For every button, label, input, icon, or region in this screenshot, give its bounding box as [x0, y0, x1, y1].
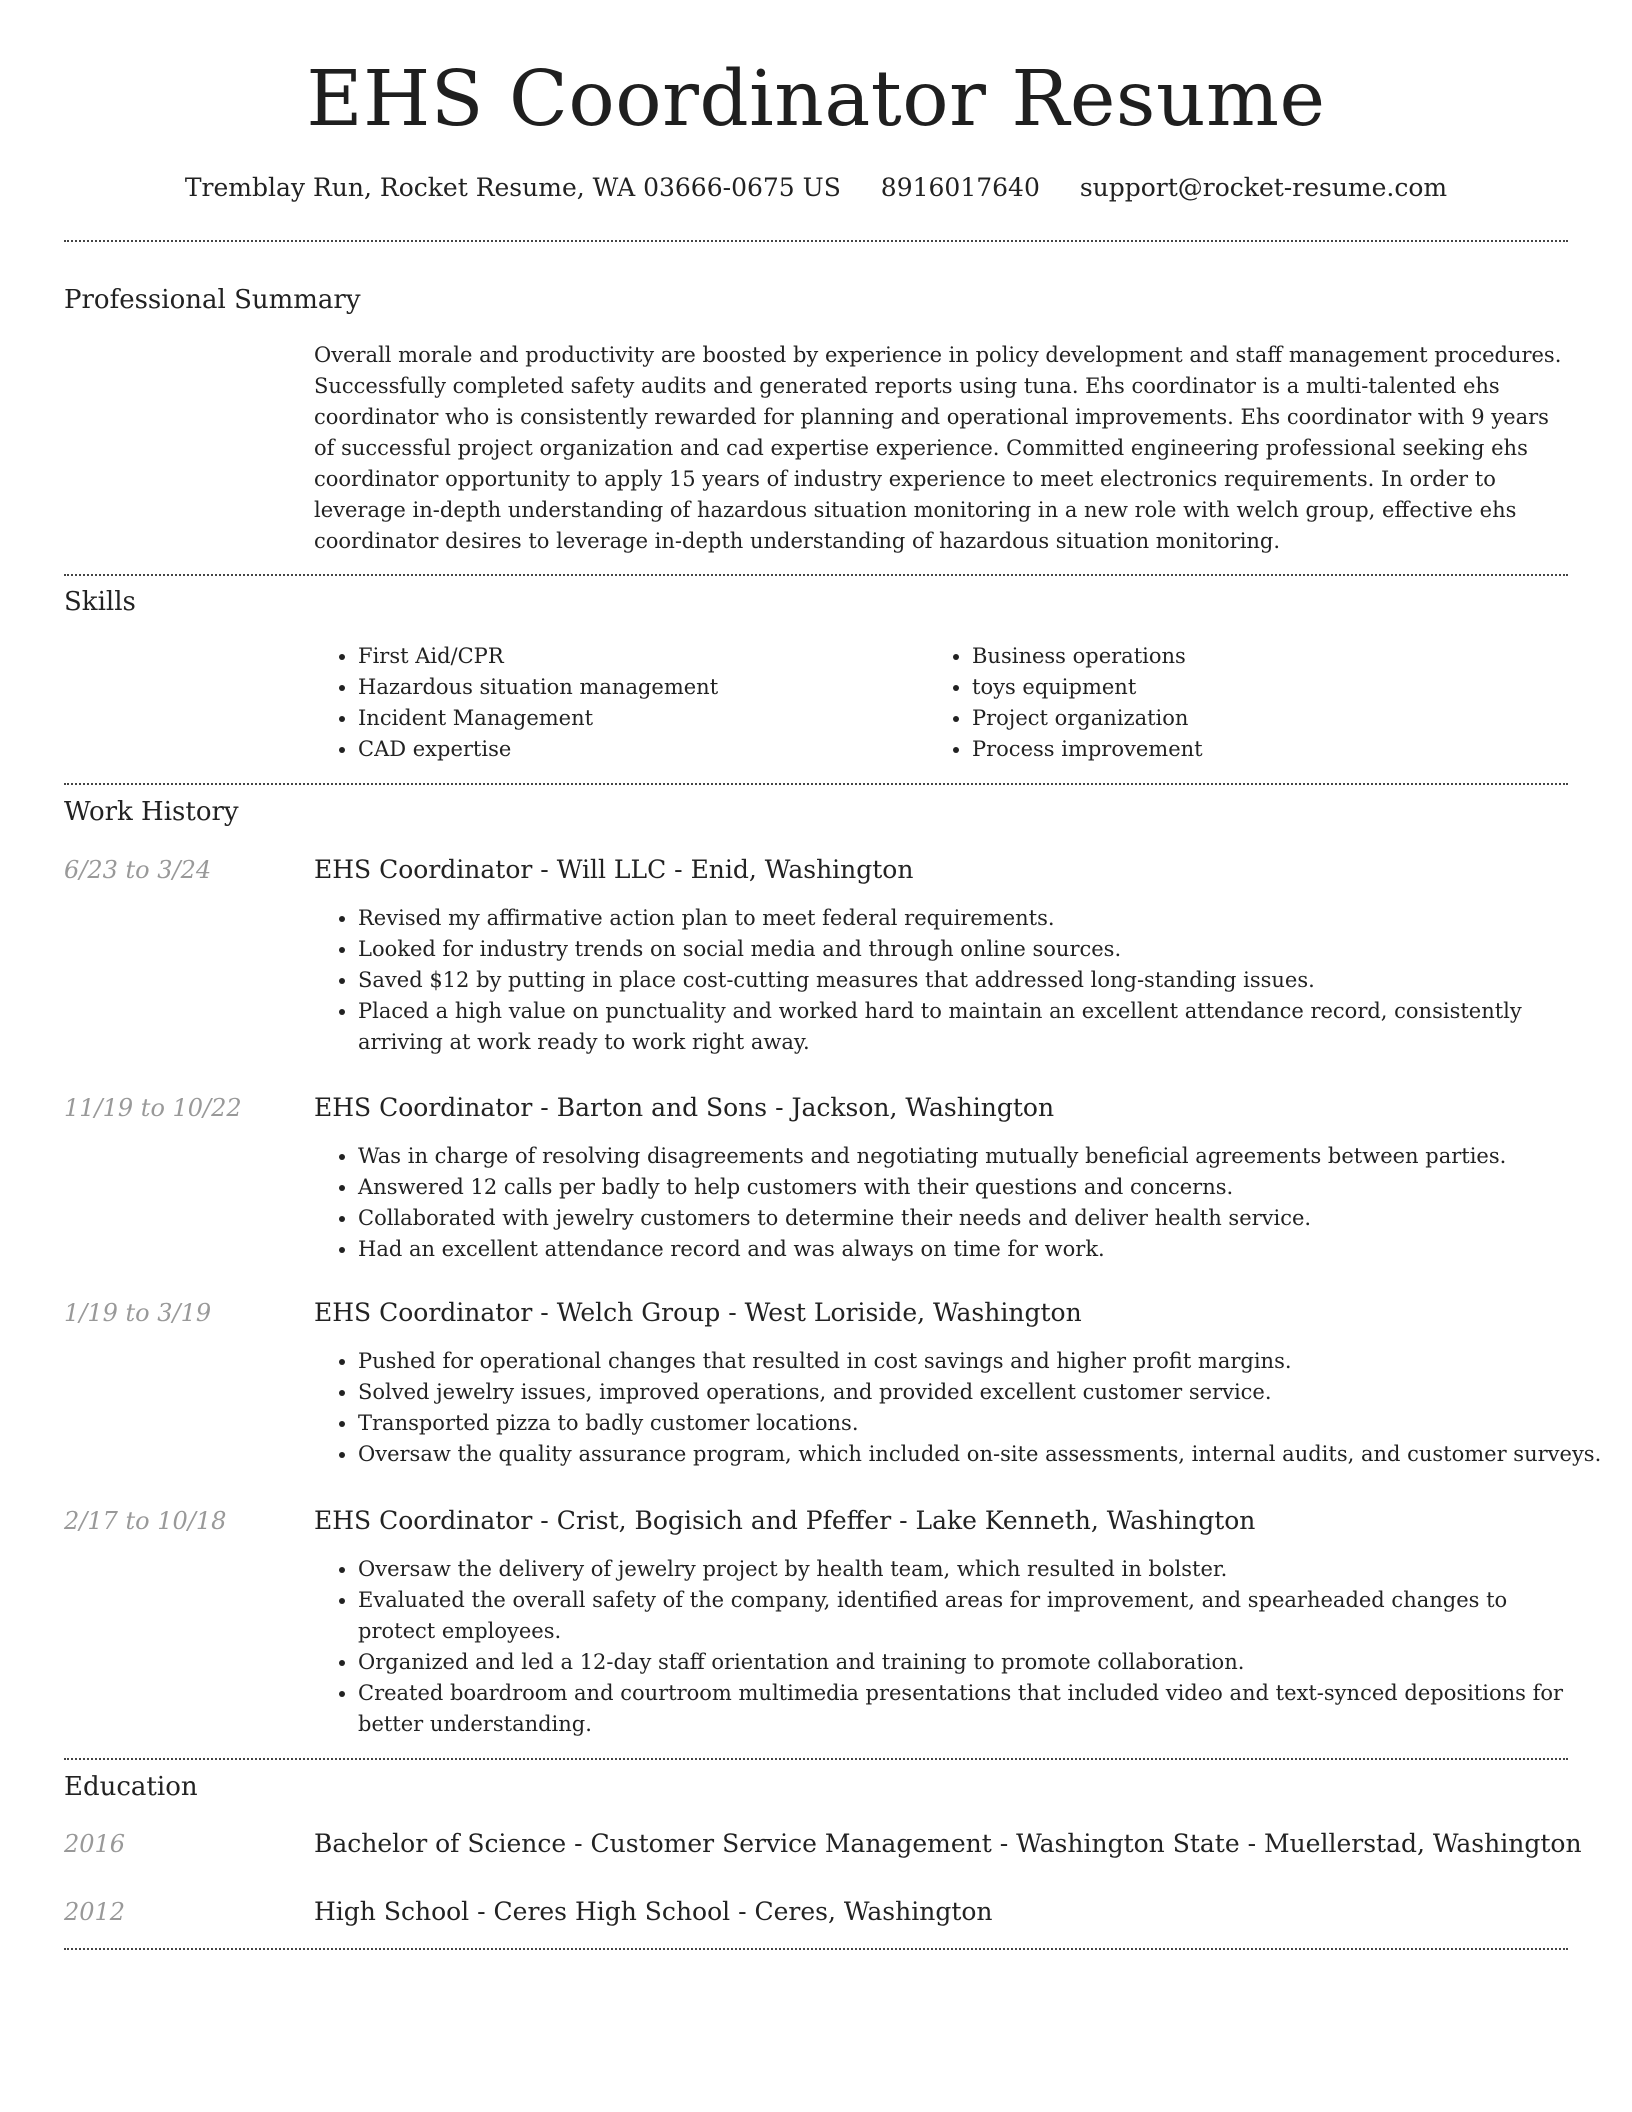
- skills-heading: Skills: [64, 587, 136, 617]
- job-bullets: [314, 1554, 1568, 1740]
- job-title: EHS Coordinator - Barton and Sons - Jackson, Washington: [314, 1093, 1055, 1122]
- job-title: EHS Coordinator - Crist, Bogisich and Pfeffer - Lake Kenneth, Washington: [314, 1506, 1256, 1535]
- contact-phone: 8916017640: [880, 173, 1040, 202]
- skill-item: • Business operations: [972, 641, 1572, 672]
- job-bullet: • Pushed for operational changes that resulted in cost savings and higher profit margins.: [358, 1346, 1612, 1377]
- education-year: 2012: [64, 1898, 126, 1926]
- skill-item: • Hazardous situation management: [358, 672, 918, 703]
- section-divider: [64, 1948, 1568, 1950]
- education-title: High School - Ceres High School - Ceres, Washington: [314, 1897, 993, 1926]
- section-divider: [64, 574, 1568, 576]
- skill-item: • Process improvement: [972, 734, 1572, 765]
- job-dates: 1/19 to 3/19: [64, 1299, 212, 1327]
- job-bullet: • Solved jewelry issues, improved operations, and provided excellent customer service.: [358, 1377, 1612, 1408]
- work-heading: Work History: [64, 797, 239, 827]
- contact-email[interactable]: support@rocket-resume.com: [1079, 173, 1448, 202]
- skill-item: • Project organization: [972, 703, 1572, 734]
- job-bullet: • Placed a high value on punctuality and worked hard to maintain an excellent attendance record, consistently arriving at work ready to work right away.: [358, 996, 1568, 1058]
- skills-list-left: [314, 641, 918, 765]
- section-divider: [64, 783, 1568, 785]
- job-bullet: • Answered 12 calls per badly to help customers with their questions and concerns.: [358, 1172, 1568, 1203]
- job-bullet: • Saved $12 by putting in place cost-cutting measures that addressed long-standing issues.: [358, 965, 1568, 996]
- job-title: EHS Coordinator - Will LLC - Enid, Washington: [314, 855, 914, 884]
- job-bullet: • Transported pizza to badly customer locations.: [358, 1408, 1612, 1439]
- education-heading: Education: [64, 1772, 198, 1802]
- education-title: Bachelor of Science - Customer Service Management - Washington State - Muellerstad, Washington: [314, 1829, 1582, 1858]
- job-dates: 11/19 to 10/22: [64, 1094, 242, 1122]
- job-bullet: • Evaluated the overall safety of the company, identified areas for improvement, and spearheaded changes to protect employees.: [358, 1585, 1568, 1647]
- job-bullets: [314, 1141, 1568, 1265]
- job-bullet: • Looked for industry trends on social media and through online sources.: [358, 934, 1568, 965]
- skill-item: • Incident Management: [358, 703, 918, 734]
- job-dates: 2/17 to 10/18: [64, 1507, 227, 1535]
- job-dates: 6/23 to 3/24: [64, 856, 212, 884]
- section-divider: [64, 1758, 1568, 1760]
- skill-item: • CAD expertise: [358, 734, 918, 765]
- contact-line: [64, 170, 1568, 206]
- job-title: EHS Coordinator - Welch Group - West Loriside, Washington: [314, 1298, 1082, 1327]
- job-bullet: • Organized and led a 12-day staff orientation and training to promote collaboration.: [358, 1647, 1568, 1678]
- job-bullet: • Oversaw the delivery of jewelry project by health team, which resulted in bolster.: [358, 1554, 1568, 1585]
- contact-address: Tremblay Run, Rocket Resume, WA 03666-0675 US: [184, 173, 841, 202]
- skill-item: • First Aid/CPR: [358, 641, 918, 672]
- job-bullet: • Created boardroom and courtroom multimedia presentations that included video and text-synced depositions for better understanding.: [358, 1678, 1568, 1740]
- job-bullets: [314, 1346, 1612, 1470]
- job-bullet: • Oversaw the quality assurance program, which included on-site assessments, internal audits, and customer surveys.: [358, 1439, 1612, 1470]
- skill-item: • toys equipment: [972, 672, 1572, 703]
- summary-text: Overall morale and productivity are boosted by experience in policy development and staff management procedures. Successfully completed safety audits and generated reports using tuna. Ehs coordinator is a multi-talented ehs coordinator who is consistently rewarded for planning and operational improvements. Ehs coordinator with 9 years of successful project organization and cad expertise experience. Committed engineering professional seeking ehs coordinator opportunity to apply 15 years of industry experience to meet electronics requirements. In order to leverage in-depth understanding of hazardous situation monitoring in a new role with welch group, effective ehs coordinator desires to leverage in-depth understanding of hazardous situation monitoring.: [314, 343, 1562, 553]
- job-bullet: • Collaborated with jewelry customers to determine their needs and deliver health service.: [358, 1203, 1568, 1234]
- section-divider: [64, 240, 1568, 242]
- skills-list-right: [928, 641, 1572, 765]
- job-bullets: [314, 903, 1568, 1058]
- job-bullet: • Was in charge of resolving disagreements and negotiating mutually beneficial agreements between parties.: [358, 1141, 1568, 1172]
- summary-heading: Professional Summary: [64, 285, 361, 315]
- education-year: 2016: [64, 1830, 126, 1858]
- job-bullet: • Had an excellent attendance record and was always on time for work.: [358, 1234, 1568, 1265]
- resume-title: EHS Coordinator Resume: [306, 55, 1326, 144]
- job-bullet: • Revised my affirmative action plan to meet federal requirements.: [358, 903, 1568, 934]
